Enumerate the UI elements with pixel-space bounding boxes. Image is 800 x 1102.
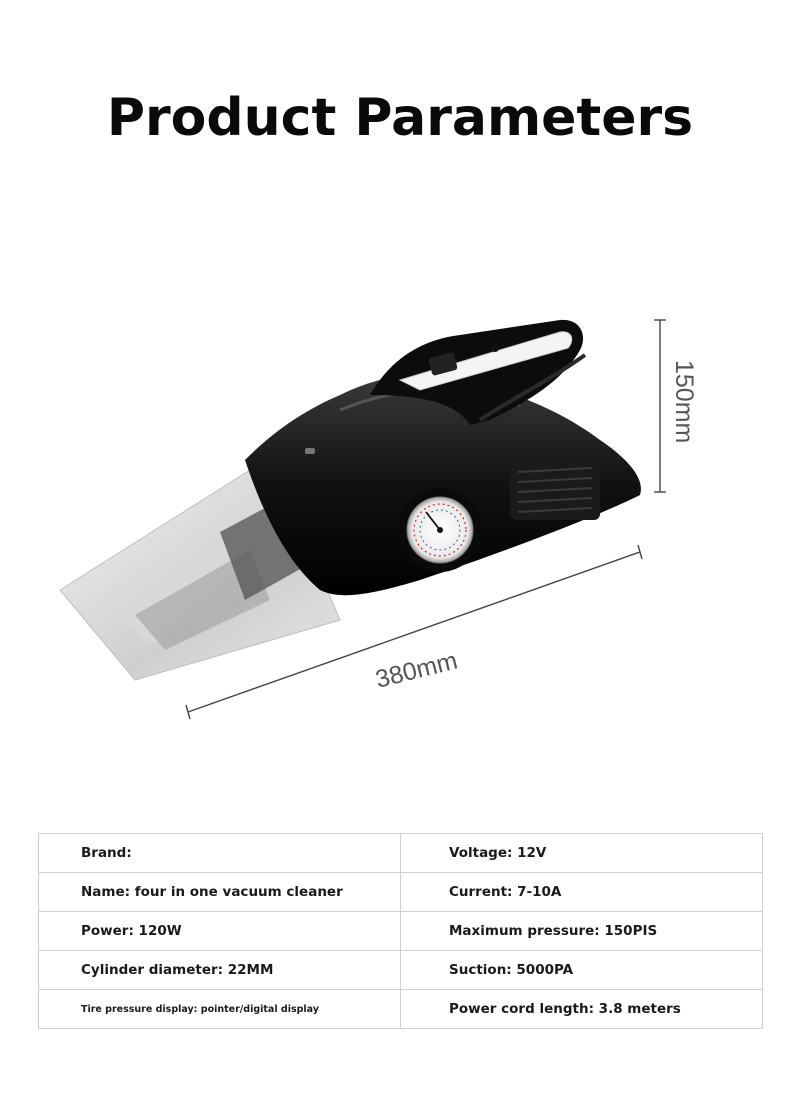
spec-suction: Suction: 5000PA bbox=[401, 951, 763, 990]
table-row bbox=[39, 951, 763, 990]
table-row bbox=[39, 912, 763, 951]
spec-tire-pressure-display: Tire pressure display: pointer/digital display bbox=[39, 990, 401, 1029]
spec-voltage: Voltage: 12V bbox=[401, 834, 763, 873]
indicator-light bbox=[305, 448, 315, 454]
table-row bbox=[39, 873, 763, 912]
height-label: 150mm bbox=[670, 360, 698, 444]
spec-current: Current: 7-10A bbox=[401, 873, 763, 912]
table-row bbox=[39, 990, 763, 1029]
spec-table bbox=[38, 833, 763, 1029]
length-label: 380mm bbox=[372, 646, 461, 694]
spec-name: Name: four in one vacuum cleaner bbox=[39, 873, 401, 912]
spec-cylinder-diameter: Cylinder diameter: 22MM bbox=[39, 951, 401, 990]
spec-power-cord-length: Power cord length: 3.8 meters bbox=[401, 990, 763, 1029]
product-image bbox=[40, 300, 760, 730]
height-dimension-line bbox=[654, 320, 666, 492]
spec-power: Power: 120W bbox=[39, 912, 401, 951]
page-title: Product Parameters bbox=[106, 88, 694, 148]
spec-brand: Brand: bbox=[39, 834, 401, 873]
pressure-gauge-icon bbox=[398, 488, 482, 572]
spec-max-pressure: Maximum pressure: 150PIS bbox=[401, 912, 763, 951]
table-row bbox=[39, 834, 763, 873]
